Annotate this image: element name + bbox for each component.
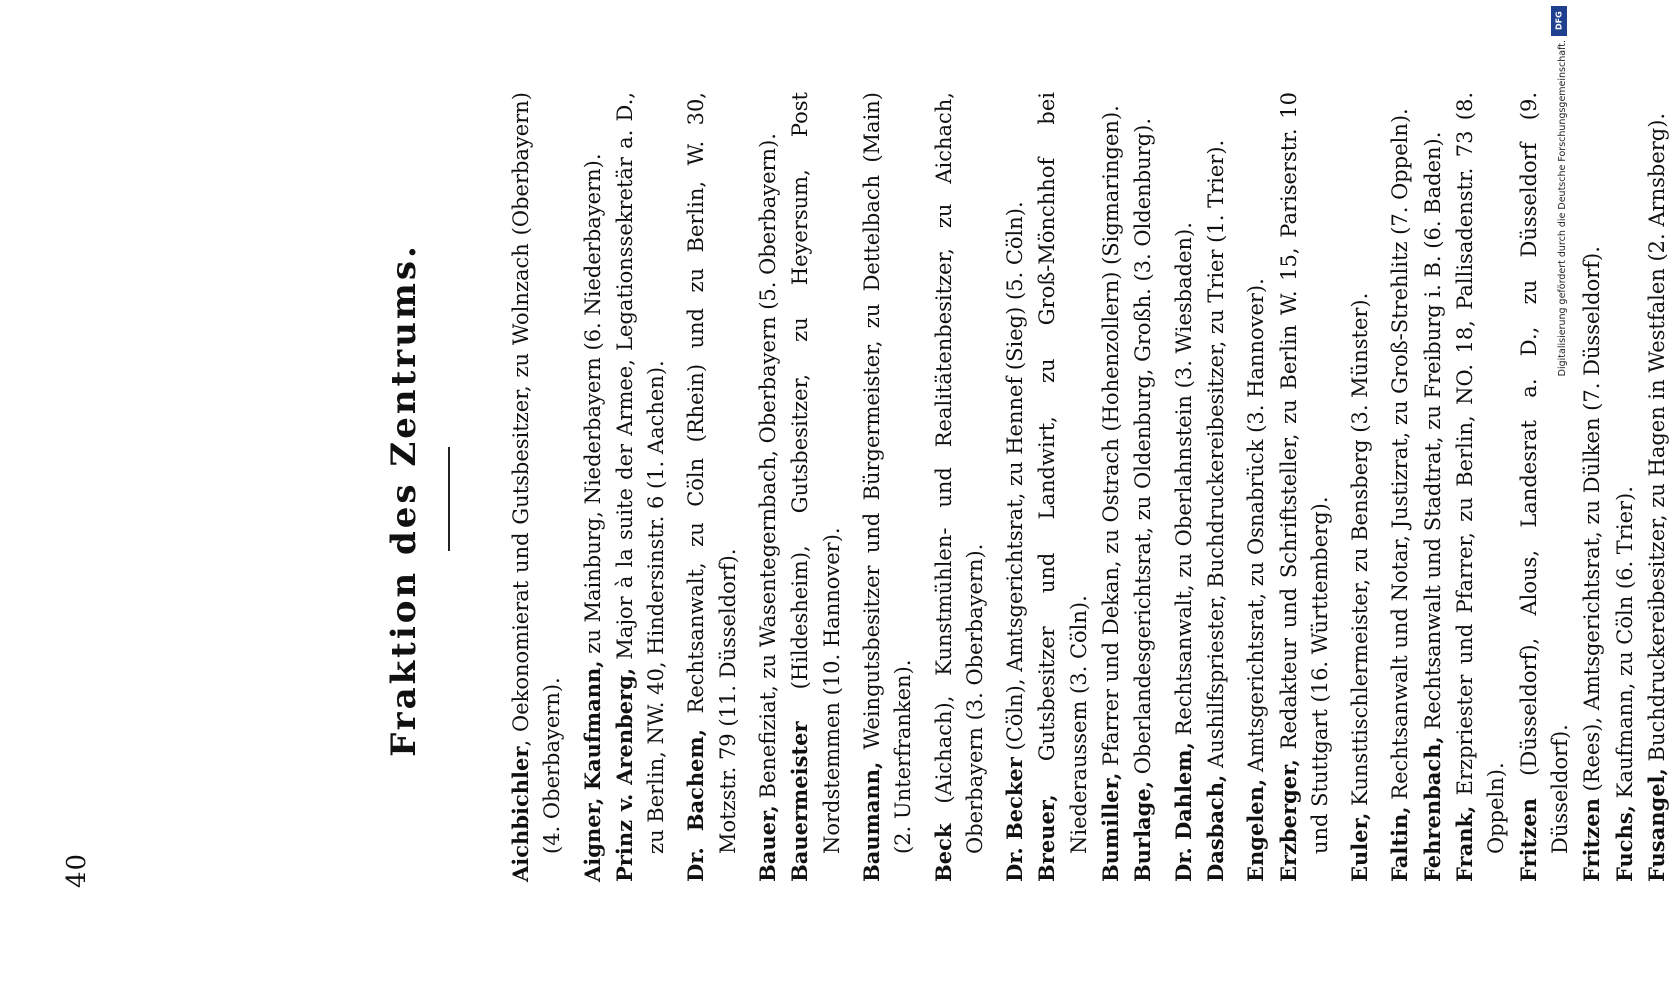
member-details: (Rees), Amtsgerichtsrat, zu Dülken (7. Düsseldorf). — [1580, 246, 1605, 799]
member-entry — [752, 92, 784, 882]
member-name: Bauer, — [755, 805, 781, 882]
member-name: Bauermeister — [787, 721, 813, 882]
member-entry — [784, 92, 848, 882]
member-name: Aigner, Kaufmann, — [579, 660, 605, 882]
member-details: Weingutsbesitzer und Bürgermeister, zu Dettelbach (Main) (2. Unterfranken). — [859, 92, 916, 854]
member-name: Prinz v. Arenberg, — [611, 667, 637, 882]
title-divider — [448, 447, 450, 551]
member-details: Rechtsanwalt und Stadtrat, zu Freiburg i. B. (6. Baden). — [1420, 131, 1445, 737]
member-entry — [928, 92, 992, 882]
member-entry — [1609, 92, 1641, 882]
member-entry — [1200, 92, 1232, 882]
member-entry — [1344, 92, 1376, 882]
page-number: 40 — [62, 852, 92, 888]
member-entry — [1031, 92, 1095, 882]
member-entry — [1417, 92, 1449, 882]
member-details: Major à la suite der Armee, Legationssekretär a. D., zu Berlin, NW. 40, Hindersinstr. 6 (1. Aachen). — [612, 92, 669, 854]
member-entry — [1168, 92, 1200, 882]
member-details: (Hildesheim), Gutsbesitzer, zu Heyersum, Post Nordstemmen (10. Hannover). — [788, 92, 844, 854]
member-details: Erzpriester und Pfarrer, zu Berlin, NO. 18, Pallisadenstr. 73 (8. Oppeln). — [1453, 92, 1509, 854]
member-details: , Oekonomierat und Gutsbesitzer, zu Wolnzach (Oberbayern) (4. Oberbayern). — [509, 92, 565, 854]
member-name: Bumiller, — [1098, 772, 1124, 882]
digitization-footer — [1548, 0, 1568, 1000]
member-details: Rechtsanwalt, zu Cöln (Rhein) und zu Berlin, W. 30, Motzstr. 79 (11. Düsseldorf). — [684, 92, 740, 854]
member-entry — [1095, 92, 1127, 882]
member-details: Redakteur und Schriftsteller, zu Berlin W. 15, Pariserstr. 10 und Stuttgart (16. Württemberg). — [1276, 92, 1332, 854]
member-name: Erzberger, — [1275, 759, 1301, 882]
member-list — [505, 92, 1673, 882]
member-entry — [856, 92, 920, 882]
member-name: Engelen, — [1243, 778, 1269, 882]
member-details: Amtsgerichtsrat, zu Osnabrück (3. Hannover). — [1244, 278, 1269, 779]
member-entry — [577, 92, 609, 882]
member-details: Rechtsanwalt, zu Oberlahnstein (3. Wiesbaden). — [1171, 222, 1196, 743]
member-details: (Düsseldorf), Alous, Landesrat a. D., zu Düsseldorf (9. Düsseldorf). — [1516, 92, 1572, 854]
member-entry — [1576, 92, 1608, 882]
member-details: (Cöln), Amtsgerichtsrat, zu Hennef (Sieg) (5. Cöln). — [1003, 201, 1028, 758]
member-name: Baumann, — [858, 761, 884, 882]
member-entry — [1641, 92, 1673, 882]
member-entry — [680, 92, 744, 882]
member-details: Oberlandesgerichtsrat, zu Oldenburg, Großh. (3. Oldenburg). — [1131, 117, 1156, 781]
member-details: zu Mainburg, Niederbayern (6. Niederbayern). — [580, 153, 605, 661]
member-name: Fritzen — [1579, 798, 1605, 882]
page-title: Fraktion des Zentrums. — [384, 243, 424, 757]
member-name: Aichbichler — [508, 746, 533, 882]
member-details: Buchdruckereibesitzer, zu Hagen in Westfalen (2. Arnsberg). — [1644, 112, 1669, 769]
member-entry — [999, 92, 1031, 882]
digitization-credit: Digitalisierung gefördert durch die Deutsche Forschungsgemeinschaft. — [1557, 40, 1568, 377]
member-entry — [1449, 92, 1513, 882]
member-name: Beck — [930, 823, 956, 882]
member-name: Fuchs, — [1611, 805, 1637, 882]
member-entry — [609, 92, 673, 882]
member-name: Breuer, — [1034, 794, 1060, 882]
member-name: Dr. Bachem, — [683, 728, 709, 882]
member-entry — [505, 92, 569, 882]
member-details: Gutsbesitzer und Landwirt, zu Groß-Mönchhof bei Niederaussem (3. Cöln). — [1035, 92, 1091, 854]
member-name: Fusangel, — [1643, 768, 1669, 882]
member-details: Pfarrer und Dekan, zu Ostrach (Hohenzollern) (Sigmaringen). — [1099, 105, 1124, 773]
member-name: Frank, — [1452, 805, 1478, 882]
member-details: (Aichach), Kunstmühlen- und Realitätenbesitzer, zu Aichach, Oberbayern (3. Oberbayern). — [931, 92, 987, 854]
member-name: Dr. Becker — [1002, 757, 1028, 882]
member-entry — [1127, 92, 1159, 882]
member-name: Dasbach, — [1202, 774, 1228, 882]
member-details: Kaufmann, zu Cöln (6. Trier). — [1612, 486, 1637, 805]
member-entry — [1384, 92, 1416, 882]
member-entry — [1240, 92, 1272, 882]
member-details: Aushilfspriester, Buchdruckereibesitzer, zu Trier (1. Trier). — [1203, 139, 1228, 775]
member-name: Fehrenbach, — [1419, 736, 1445, 882]
member-name: Faltin, — [1387, 806, 1413, 882]
member-details: Rechtsanwalt und Notar, Justizrat, zu Groß-Strehlitz (7. Oppeln). — [1388, 108, 1413, 807]
member-entry — [1273, 92, 1337, 882]
member-name: Burlage, — [1130, 780, 1156, 882]
member-details: Kunsttischlermeister, zu Bensberg (3. Münster). — [1348, 292, 1373, 813]
member-name: Dr. Dahlem, — [1170, 742, 1196, 882]
dfg-logo-icon: DFG — [1551, 6, 1567, 36]
member-details: Benefiziat, zu Wasentegernbach, Oberbayern (5. Oberbayern). — [756, 133, 781, 806]
member-name: Fritzen — [1515, 798, 1541, 882]
member-name: Euler, — [1347, 812, 1373, 882]
